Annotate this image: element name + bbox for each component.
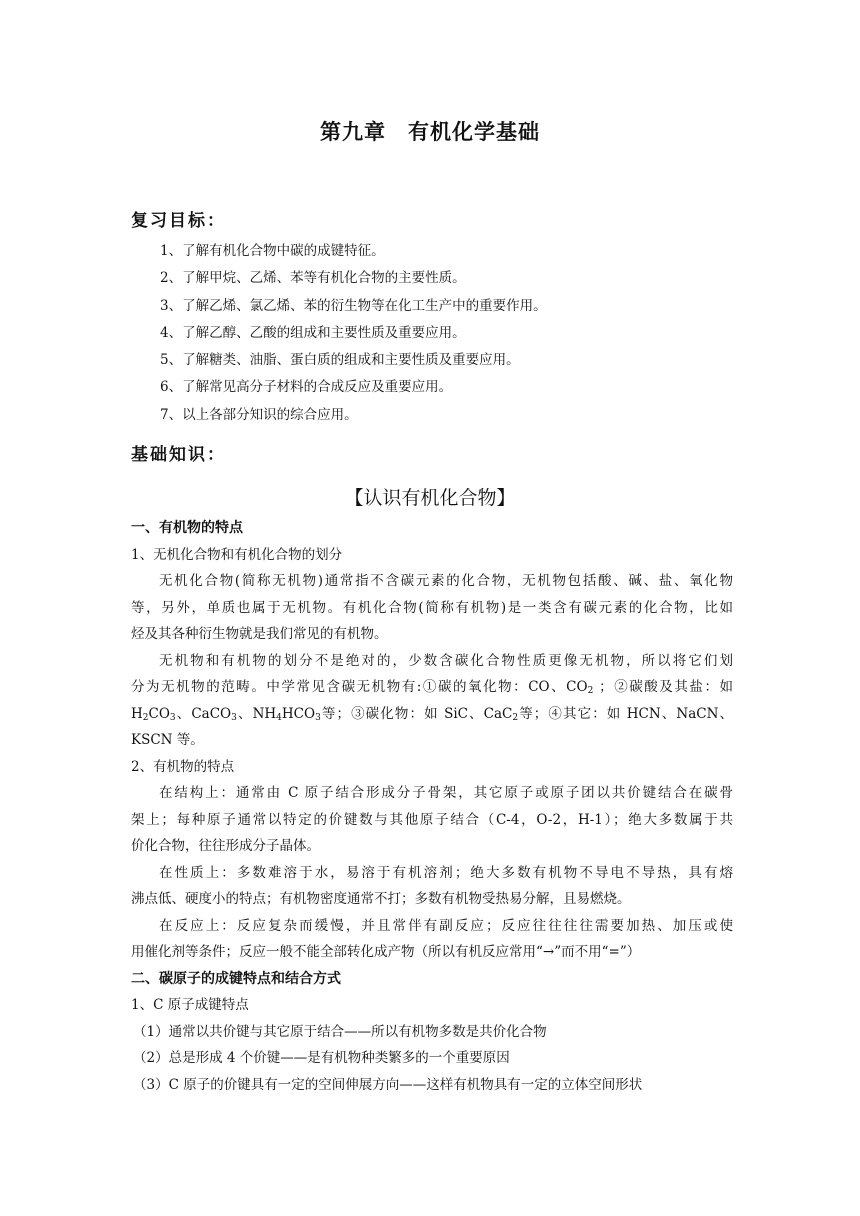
basics-heading: 基础知识： (131, 445, 226, 465)
chapter-title: 第九章 有机化学基础 (320, 120, 540, 144)
section-title: 【认识有机化合物】 (344, 487, 516, 509)
paragraph-line: 烃及其各种衍生物就是我们常见的有机物。 (131, 626, 388, 642)
part1-subheading-1: 1、无机化合物和有机化合物的划分 (131, 546, 343, 563)
paragraph-line: 沸点低、硬度小的特点；有机物密度通常不打；多数有机物受热易分解，且易燃烧。 (131, 891, 631, 907)
goal-item: 1、了解有机化合物中碳的成键特征。 (160, 243, 385, 259)
list-item: （1）通常以共价键与其它原于结合——所以有机物多数是共价化合物 (133, 1023, 547, 1040)
goal-item: 2、了解甲烷、乙烯、苯等有机化合物的主要性质。 (160, 270, 466, 287)
paragraph-line: 在性质上：多数难溶于水，易溶于有机溶剂；绝大多数有机物不导电不导热，具有熔 (159, 864, 733, 881)
paragraph-line: 等，另外，单质也属于无机物。有机化合物(简称有机物)是一类含有碳元素的化合物，比如 (131, 599, 733, 616)
list-item: （2）总是形成 4 个价键——是有机物种类繁多的一个重要原因 (133, 1050, 510, 1066)
goal-item: 7、以上各部分知识的综合应用。 (160, 406, 358, 423)
paragraph-line: 价化合物，往往形成分子晶体。 (131, 838, 320, 854)
goal-item: 5、了解糖类、油脂、蛋白质的组成和主要性质及重要应用。 (160, 352, 520, 369)
part2-heading: 二、碳原子的成键特点和结合方式 (131, 970, 341, 987)
paragraph-line: 分为无机物的范畴。中学常见含碳无机物有:①碳的氧化物：CO、$CO_2$ ；②碳酸及其盐：如 (131, 679, 733, 696)
paragraph-line: 架上；每种原子通常以特定的价键数与其他原子结合（C-4，O-2，H-1）；绝大多数属于共 (131, 811, 733, 828)
list-item: （3）C 原子的价键具有一定的空间伸展方向——这样有机物具有一定的立体空间形状 (133, 1076, 643, 1093)
paragraph-line: 无机物和有机物的划分不是绝对的，少数含碳化合物性质更像无机物，所以将它们划 (159, 652, 733, 669)
review-goals-heading: 复习目标： (131, 211, 226, 231)
goal-item: 4、了解乙醇、乙酸的组成和主要性质及重要应用。 (160, 324, 466, 341)
part1-heading: 一、有机物的特点 (131, 520, 243, 536)
part1-subheading-2: 2、有机物的特点 (131, 758, 235, 775)
part2-subheading-1: 1、C 原子成键特点 (131, 997, 249, 1013)
goal-item: 3、了解乙烯、氯乙烯、苯的衍生物等在化工生产中的重要作用。 (160, 297, 547, 314)
paragraph-line: 用催化剂等条件；反应一般不能全部转化成产物（所以有机反应常用“→”而不用“=”） (131, 944, 641, 960)
paragraph-line: $H_2CO_3$、CaCO$_3$、$NH_4HCO_3$等；③碳化物：如 SiC、CaC$_2$等；④其它：如 HCN、NaCN、 (131, 705, 733, 723)
paragraph-line: 在反应上：反应复杂而缓慢，并且常伴有副反应；反应往往往往需要加热、加压或使 (159, 917, 733, 934)
paragraph-line: 无机化合物(简称无机物)通常指不含碳元素的化合物，无机物包括酸、碱、盐、氧化物 (159, 573, 733, 589)
paragraph-line: 在结构上：通常由 C 原子结合形成分子骨架，其它原子或原子团以共价键结合在碳骨 (159, 785, 733, 801)
document-body (131, 518, 733, 1101)
paragraph-line: KSCN 等。 (131, 732, 204, 748)
goal-item: 6、了解常见高分子材料的合成反应及重要应用。 (160, 379, 453, 396)
review-goals-list (160, 241, 760, 432)
